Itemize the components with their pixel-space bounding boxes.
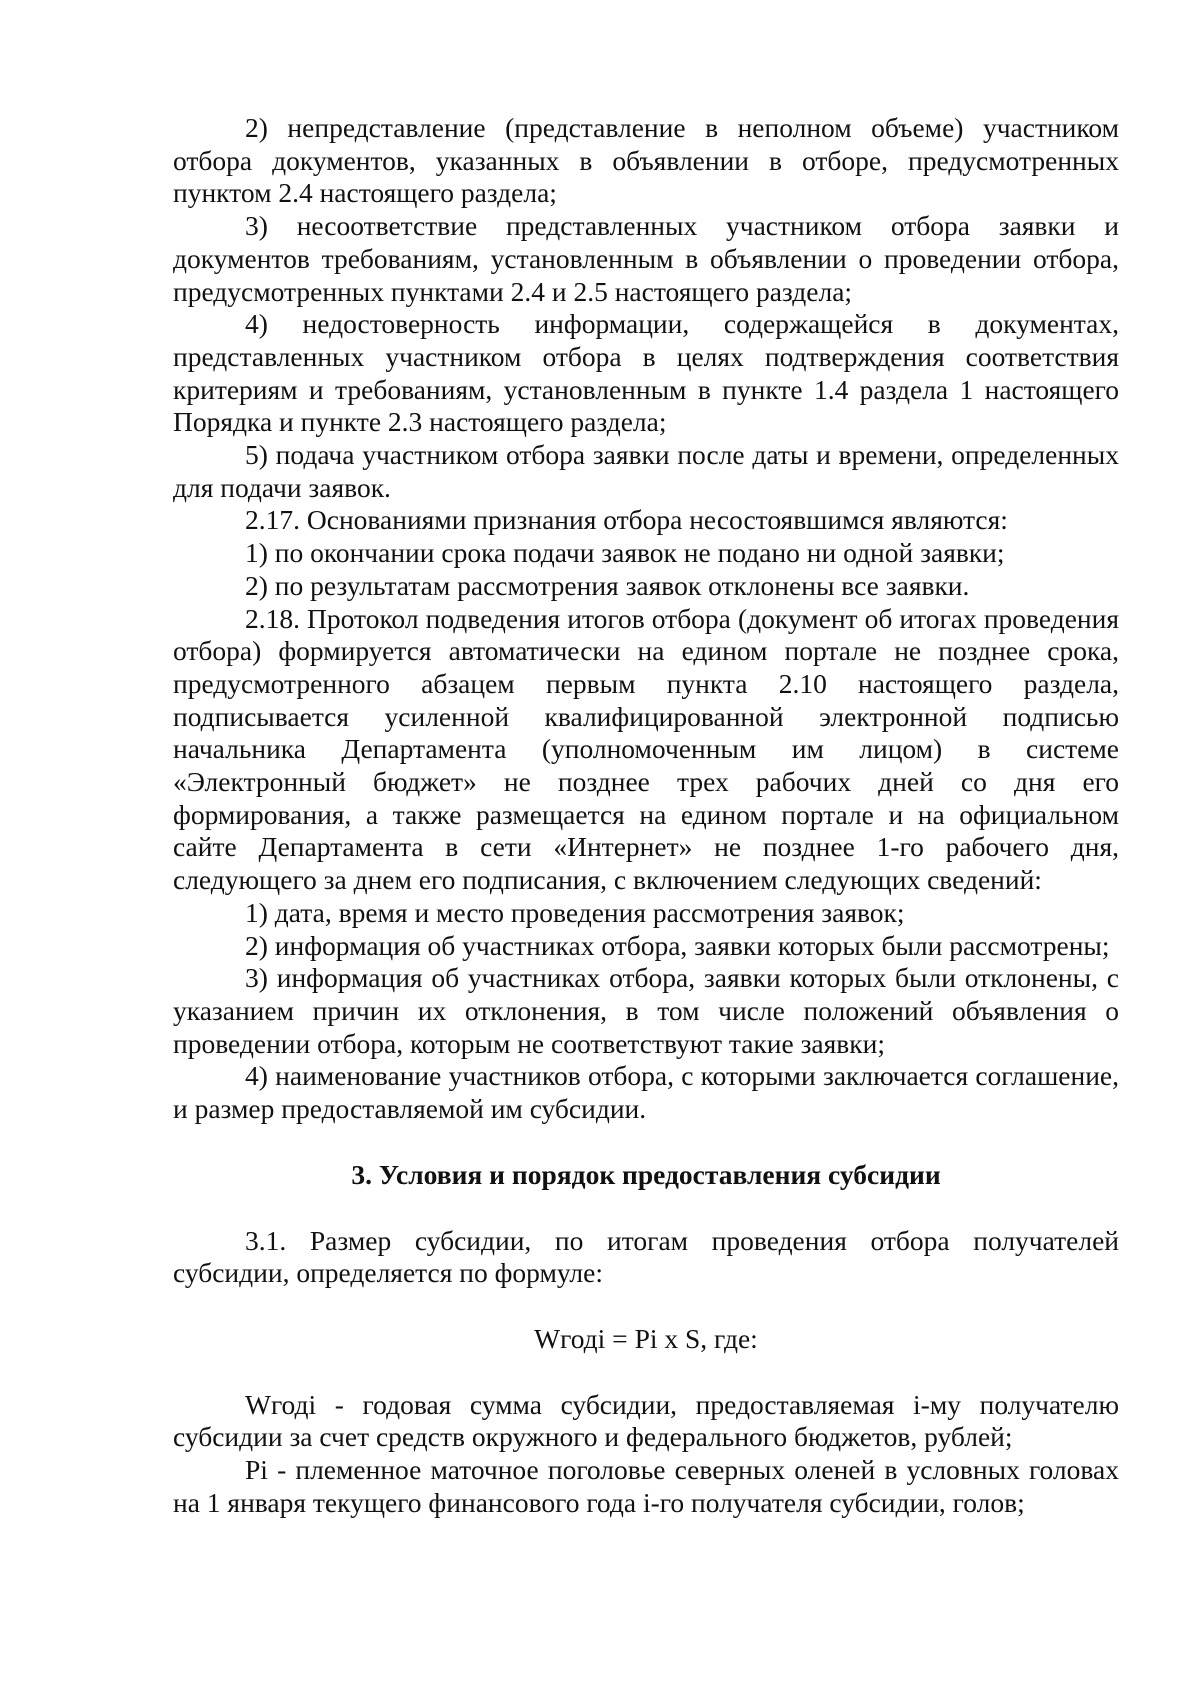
subsidy-formula: Wгодi = Pi x S, где: bbox=[534, 1322, 758, 1354]
paragraph-2-17-item-1: 1) по окончании срока подачи заявок не подано ни одной заявки; bbox=[245, 537, 1005, 569]
paragraph-2-17-item-2: 2) по результатам рассмотрения заявок отклонены все заявки. bbox=[245, 569, 970, 601]
paragraph-clause-2-18: 2.18. Протокол подведения итогов отбора (документ об итогах проведения отбора) формируется автоматически на едином портале не позднее срока, предусмотренного абзацем первым пункта 2.10 настоящего раздела, подписывается усиленной квалифицированной электронной подписью начальника Департамента (уполномоченным им лицом) в системе «Электронный бюджет» не позднее трех рабочих дней со дня его формирования, а также размещается на едином портале и на официальном сайте Департамента в сети «Интернет» не позднее 1-го рабочего дня, следующего за днем его подписания, с включением следующих сведений: bbox=[173, 602, 1119, 896]
paragraph-item-3-noncompliance: 3) несоответствие представленных участником отбора заявки и документов требованиям, установленным в объявлении о проведении отбора, предусмотренных пунктами 2.4 и 2.5 настоящего раздела; bbox=[173, 210, 1119, 307]
paragraph-item-4-unreliability: 4) недостоверность информации, содержащейся в документах, представленных участником отбора в целях подтверждения соответствия критериям и требованиям, установленным в пункте 1.4 раздела 1 настоящего Порядка и пункте 2.3 настоящего раздела; bbox=[173, 308, 1119, 438]
paragraph-2-18-item-1: 1) дата, время и место проведения рассмотрения заявок; bbox=[245, 896, 905, 928]
paragraph-item-5-late-submission: 5) подача участником отбора заявки после даты и времени, определенных для подачи заявок. bbox=[173, 439, 1119, 503]
paragraph-2-18-item-4: 4) наименование участников отбора, с которыми заключается соглашение, и размер предоставляемой им субсидии. bbox=[173, 1060, 1119, 1125]
paragraph-2-18-item-3: 3) информация об участниках отбора, заявки которых были отклонены, с указанием причин их отклонения, в том числе положений объявления о проведении отбора, которым не соответствуют такие заявки; bbox=[173, 962, 1119, 1059]
paragraph-2-18-item-2: 2) информация об участниках отбора, заявки которых были рассмотрены; bbox=[245, 929, 1110, 961]
document-page bbox=[173, 112, 1119, 1519]
paragraph-item-2-nonsubmission: 2) непредставление (представление в неполном объеме) участником отбора документов, указанных в объявлении в отборе, предусмотренных пунктом 2.4 настоящего раздела; bbox=[173, 112, 1119, 209]
paragraph-clause-2-17: 2.17. Основаниями признания отбора несостоявшимся являются: bbox=[245, 504, 1008, 536]
section-heading: 3. Условия и порядок предоставления субсидии bbox=[351, 1158, 941, 1190]
paragraph-definition-wgod: Wгодi - годовая сумма субсидии, предоставляемая i-му получателю субсидии за счет средств окружного и федерального бюджетов, рублей; bbox=[173, 1388, 1119, 1453]
paragraph-definition-pi: Pi - племенное маточное поголовье северных оленей в условных головах на 1 января текущего финансового года i-го получателя субсидии, голов; bbox=[173, 1454, 1119, 1518]
paragraph-clause-3-1: 3.1. Размер субсидии, по итогам проведения отбора получателей субсидии, определяется по формуле: bbox=[173, 1224, 1119, 1289]
